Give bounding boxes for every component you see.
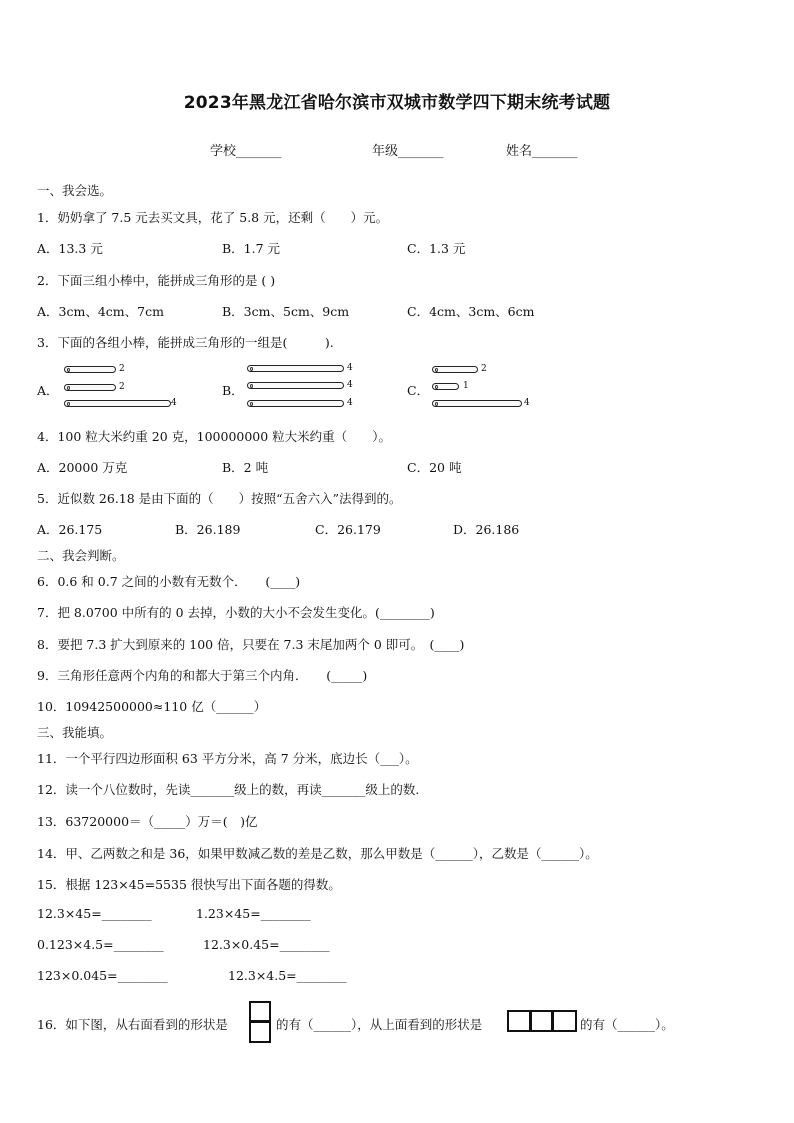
question-16-part3: 的有（______）。 [580, 1017, 674, 1032]
stick-label: 4 [347, 363, 353, 373]
side-view-figure [249, 1001, 271, 1043]
school-field: 学校_______ [210, 144, 282, 159]
question-14: 14．甲、乙两数之和是 36，如果甲数减乙数的差是乙数，那么甲数是（______），乙数是（______）。 [37, 846, 598, 861]
stick-label: 4 [524, 398, 530, 408]
q15-calc: 12.3×4.5=________ [228, 968, 347, 983]
stick [64, 400, 171, 407]
q4-option-b: B．2 吨 [222, 460, 269, 475]
q3-option-a: A． [37, 383, 59, 398]
stick-label: 4 [347, 380, 353, 390]
q3-option-b: B． [222, 383, 244, 398]
question-10: 10．10942500000≈110 亿（______） [37, 699, 267, 714]
question-2: 2．下面三组小棒中，能拼成三角形的是 ( ) [37, 273, 276, 288]
q3-option-c: C． [407, 383, 430, 398]
q4-option-c: C．20 吨 [407, 460, 462, 475]
stick-label: 1 [463, 381, 469, 391]
question-12: 12．读一个八位数时，先读_______级上的数，再读_______级上的数. [37, 782, 420, 797]
question-6: 6．0.6 和 0.7 之间的小数有无数个． (____) [37, 574, 301, 589]
exam-title: 2023年黑龙江省哈尔滨市双城市数学四下期末统考试题 [183, 93, 611, 113]
stick-label: 2 [119, 364, 125, 374]
question-3: 3．下面的各组小棒，能拼成三角形的一组是( ). [37, 335, 334, 350]
section-heading-3: 三、我能填。 [37, 725, 113, 740]
q15-calc: 1.23×45=________ [196, 906, 311, 921]
question-1: 1．奶奶拿了 7.5 元去买文具，花了 5.8 元，还剩（ ）元。 [37, 210, 389, 225]
question-16-part2: 的有（______），从上面看到的形状是 [276, 1017, 483, 1032]
q15-calc: 12.3×0.45=________ [203, 937, 330, 952]
q5-option-c: C．26.179 [315, 522, 381, 537]
question-5: 5．近似数 26.18 是由下面的（ ）按照“五舍六入”法得到的。 [37, 491, 402, 506]
q15-calc: 0.123×4.5=________ [37, 937, 164, 952]
stick-label: 4 [347, 398, 353, 408]
q15-calc: 123×0.045=________ [37, 968, 168, 983]
question-8: 8．要把 7.3 扩大到原来的 100 倍，只要在 7.3 末尾加两个 0 即可。 (____) [37, 637, 465, 652]
top-view-figure [507, 1010, 577, 1032]
q2-option-a: A．3cm、4cm、7cm [37, 304, 164, 319]
stick [64, 384, 116, 391]
stick [432, 366, 478, 373]
q1-option-b: B．1.7 元 [222, 241, 281, 256]
stick-label: 4 [171, 398, 177, 408]
q15-calc: 12.3×45=________ [37, 906, 152, 921]
question-4: 4．100 粒大米约重 20 克，100000000 粒大米约重（ ）。 [37, 429, 391, 444]
section-heading-1: 一、我会选。 [37, 183, 113, 198]
stick-label: 2 [481, 364, 487, 374]
question-7: 7．把 8.0700 中所有的 0 去掉，小数的大小不会发生变化。(________) [37, 605, 435, 620]
q1-option-a: A．13.3 元 [37, 241, 103, 256]
stick [432, 400, 522, 407]
q5-option-b: B．26.189 [175, 522, 241, 537]
stick [247, 382, 344, 389]
q2-option-c: C．4cm、3cm、6cm [407, 304, 535, 319]
name-field: 姓名_______ [506, 144, 578, 159]
stick [247, 400, 344, 407]
stick [247, 365, 344, 372]
question-16-part1: 16．如下图，从右面看到的形状是 [37, 1017, 228, 1032]
q4-option-a: A．20000 万克 [37, 460, 128, 475]
stick [64, 366, 116, 373]
stick [432, 383, 459, 390]
q2-option-b: B．3cm、5cm、9cm [222, 304, 350, 319]
q1-option-c: C．1.3 元 [407, 241, 466, 256]
grade-field: 年级_______ [372, 144, 444, 159]
question-9: 9．三角形任意两个内角的和都大于第三个内角． (_____) [37, 668, 368, 683]
question-11: 11．一个平行四边形面积 63 平方分米，高 7 分米，底边长（___）。 [37, 751, 418, 766]
question-13: 13．63720000＝（_____）万＝( )亿 [37, 814, 258, 829]
stick-label: 2 [119, 382, 125, 392]
q5-option-a: A．26.175 [37, 522, 103, 537]
question-15: 15．根据 123×45=5535 很快写出下面各题的得数。 [37, 877, 341, 892]
q5-option-d: D．26.186 [453, 522, 520, 537]
section-heading-2: 二、我会判断。 [37, 548, 125, 563]
